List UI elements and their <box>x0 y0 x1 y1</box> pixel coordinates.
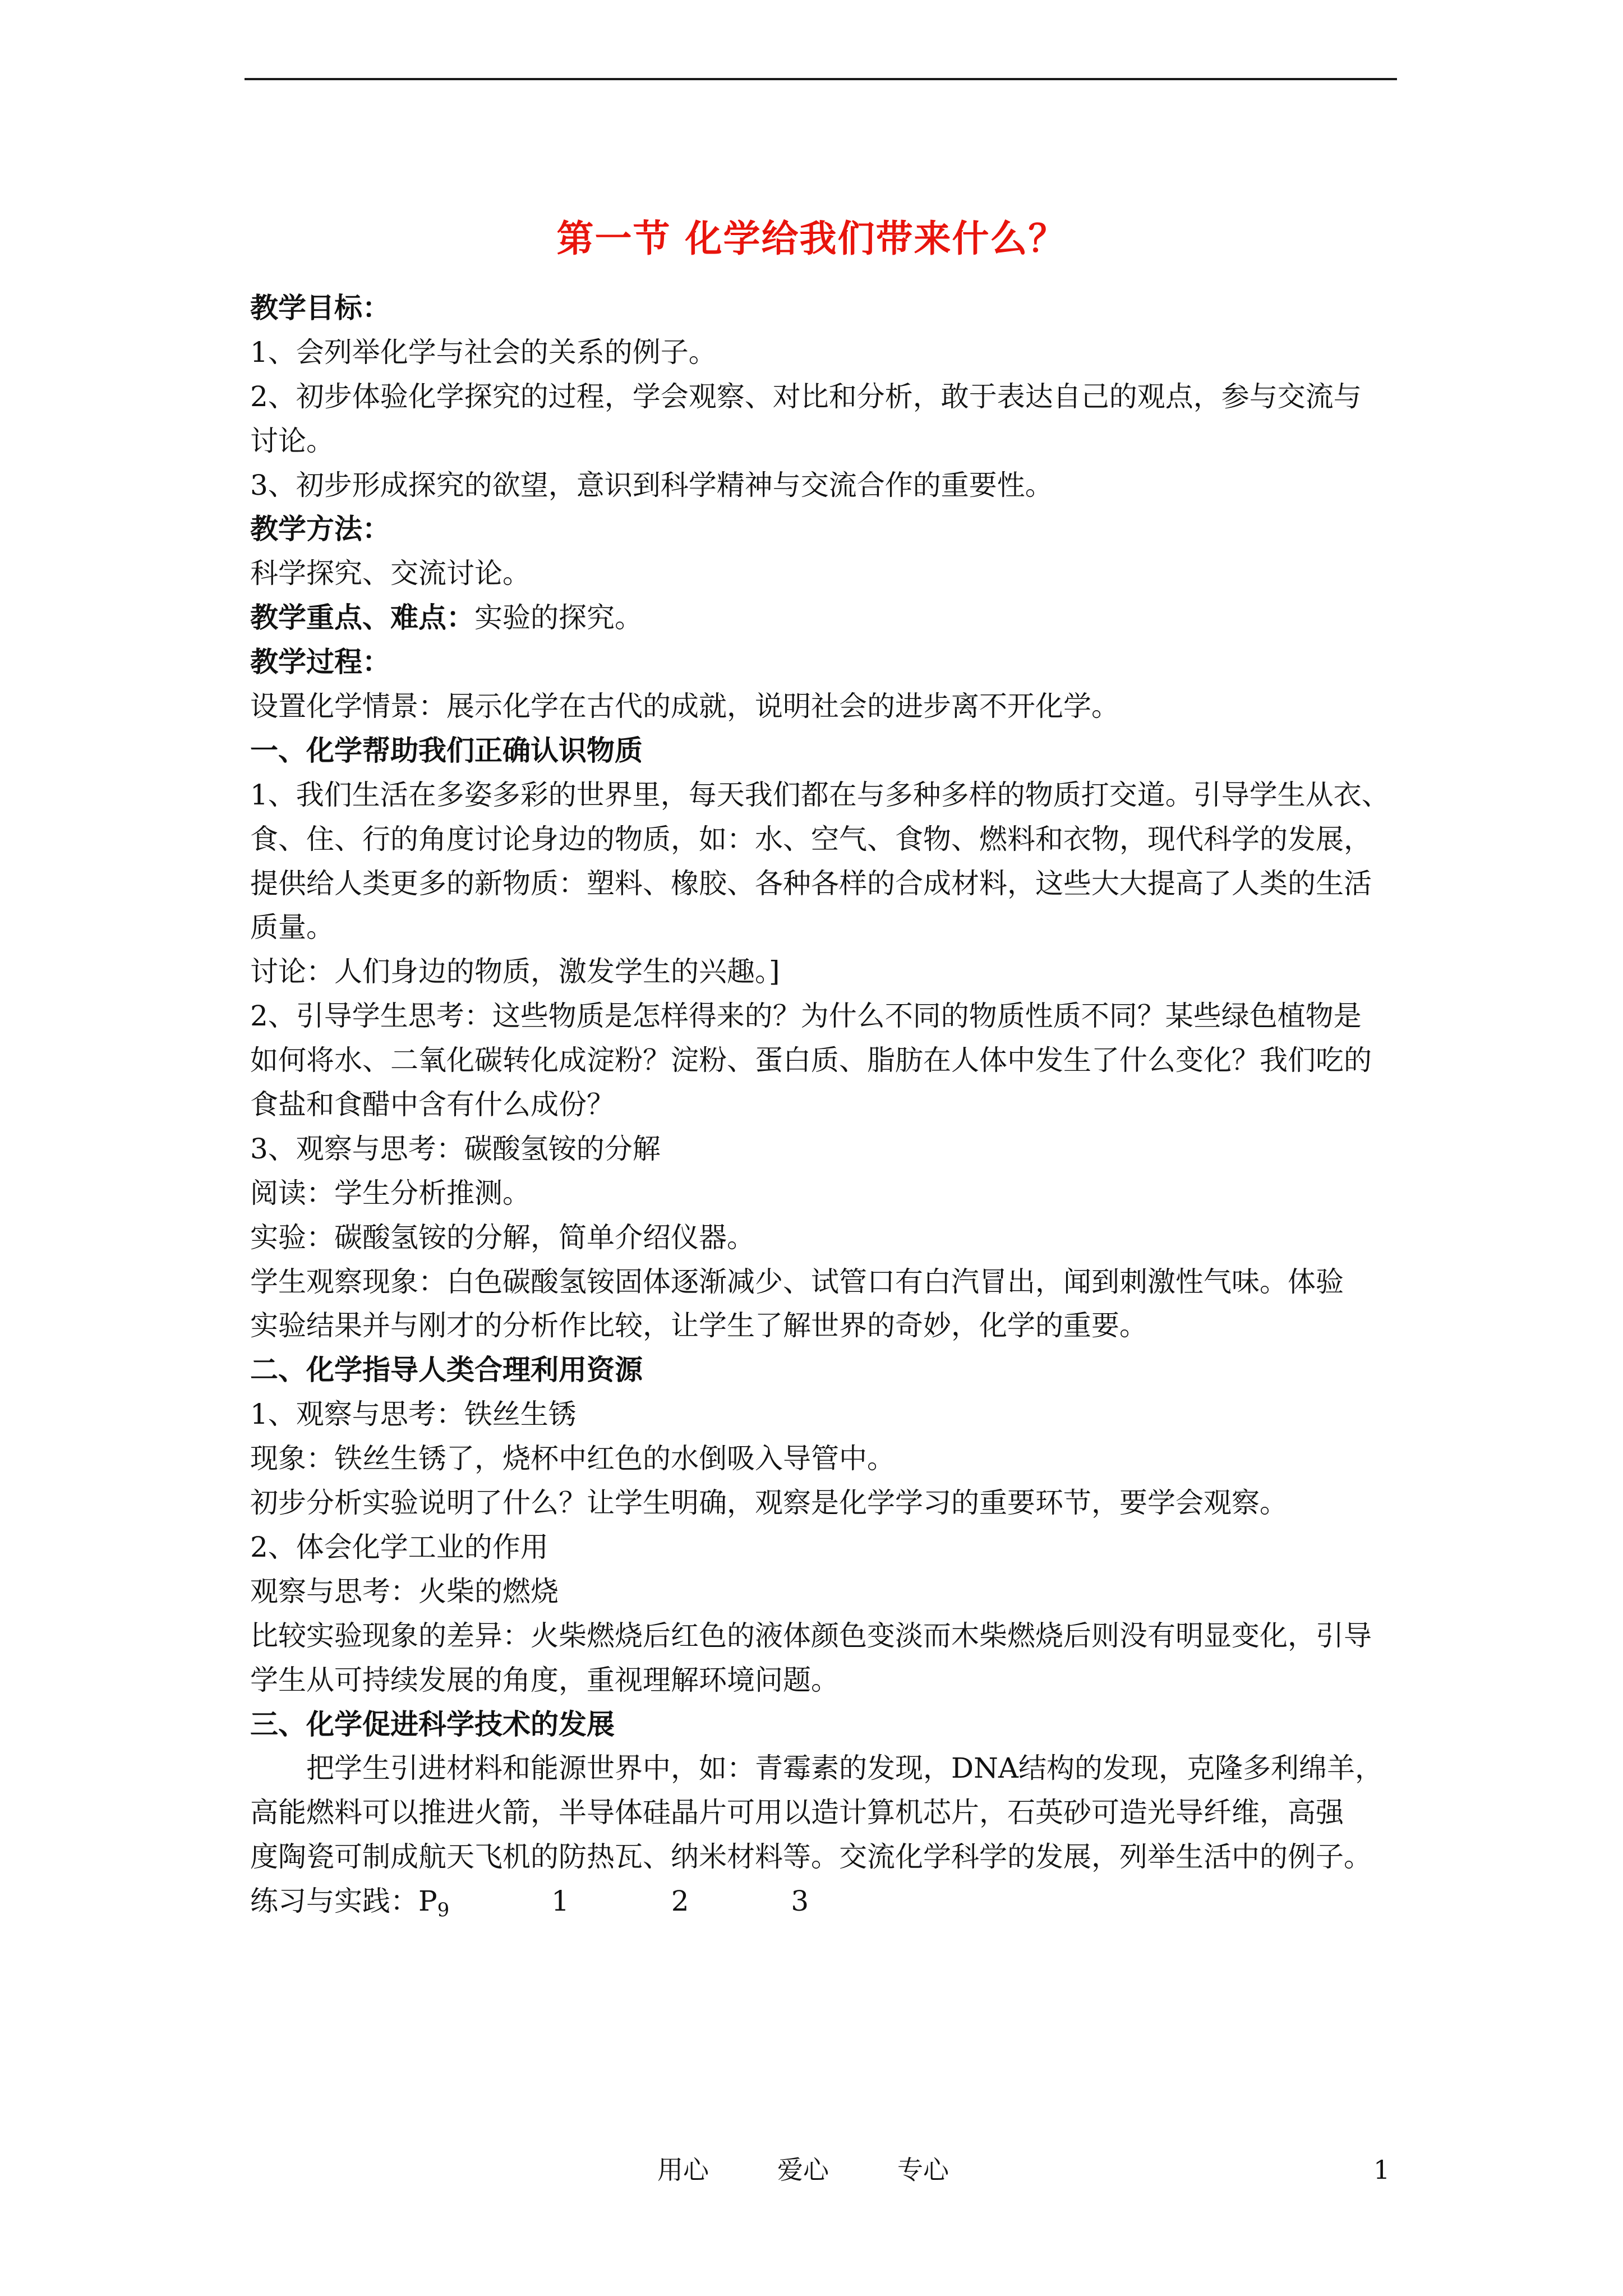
practice-line <box>250 1879 1391 1924</box>
text-lines <box>250 286 1391 1746</box>
text-line <box>250 1703 1391 1747</box>
text-line <box>250 729 1391 773</box>
text-line <box>250 1304 1391 1348</box>
text-line <box>250 507 1391 551</box>
line-text: 实验结果并与刚才的分析作比较，让学生了解世界的奇妙，化学的重要。 <box>250 1309 1147 1342</box>
page-title: 第一节 化学给我们带来什么？ <box>556 217 1067 260</box>
line-text: 1、我们生活在多姿多彩的世界里，每天我们都在与多种多样的物质打交道。引导学生从衣、 <box>250 778 1390 811</box>
paragraph-line <box>250 1746 1391 1791</box>
footer-word: 专心 <box>897 2155 949 2185</box>
text-line <box>250 684 1391 729</box>
line-text: 初步分析实验说明了什么？让学生明确，观察是化学学习的重要环节，要学会观察。 <box>250 1487 1288 1520</box>
paragraph-line <box>250 1791 1391 1835</box>
text-line <box>250 1437 1391 1481</box>
text-line <box>250 994 1391 1038</box>
text-line <box>250 1392 1391 1437</box>
text-line <box>250 286 1391 330</box>
practice-item: 3 <box>791 1885 809 1918</box>
line-text: 科学探究、交流讨论。 <box>250 557 531 590</box>
line-text: 2、引导学生思考：这些物质是怎样得来的？为什么不同的物质性质不同？某些绿色植物是 <box>250 1000 1362 1033</box>
line-text: 1、观察与思考：铁丝生锈 <box>250 1398 577 1431</box>
text-line <box>250 463 1391 508</box>
text-line <box>250 375 1391 419</box>
bold-heading: 教学方法： <box>250 513 390 546</box>
text-line <box>250 905 1391 950</box>
practice-item: 2 <box>671 1885 689 1918</box>
text-line <box>250 773 1391 817</box>
bold-heading: 一、化学帮助我们正确认识物质 <box>250 734 643 767</box>
text-line <box>250 551 1391 596</box>
line-text: 3、观察与思考：碳酸氢铵的分解 <box>250 1132 661 1165</box>
line-text: 食盐和食醋中含有什么成份？ <box>250 1088 615 1121</box>
line-text: 如何将水、二氧化碳转化成淀粉？淀粉、蛋白质、脂肪在人体中发生了什么变化？我们吃的 <box>250 1044 1372 1077</box>
text-line <box>250 1038 1391 1083</box>
line-text: 比较实验现象的差异：火柴燃烧后红色的液体颜色变淡而木柴燃烧后则没有明显变化，引导 <box>250 1619 1372 1652</box>
text-line <box>250 596 1391 640</box>
practice-item: 1 <box>551 1885 569 1918</box>
paragraph-line <box>250 1835 1391 1879</box>
bold-heading: 教学重点、难点： <box>250 601 474 634</box>
line-text: 设置化学情景：展示化学在古代的成就，说明社会的进步离不开化学。 <box>250 690 1119 723</box>
line-text: 提供给人类更多的新物质：塑料、橡胶、各种各样的合成材料，这些大大提高了人类的生活 <box>250 867 1372 900</box>
text-line <box>250 1171 1391 1216</box>
text-line <box>250 1658 1391 1703</box>
text-line <box>250 1525 1391 1570</box>
footer-word: 爱心 <box>777 2155 829 2185</box>
line-text: 2、体会化学工业的作用 <box>250 1530 548 1563</box>
practice-label: 练习与实践：P <box>250 1885 437 1918</box>
text-line <box>250 419 1391 463</box>
bold-heading: 教学过程： <box>250 646 390 679</box>
text-line <box>250 950 1391 994</box>
bold-heading: 教学目标： <box>250 292 390 324</box>
text-line <box>250 1216 1391 1260</box>
line-text: 现象：铁丝生锈了，烧杯中红色的水倒吸入导管中。 <box>250 1442 895 1475</box>
text-line <box>250 1127 1391 1171</box>
line-text: 观察与思考：火柴的燃烧 <box>250 1575 559 1608</box>
practice-subscript: 9 <box>437 1899 450 1922</box>
line-text: 讨论：人们身边的物质，激发学生的兴趣。] <box>250 955 780 988</box>
text-line <box>250 1570 1391 1614</box>
line-text: 2、初步体验化学探究的过程，学会观察、对比和分析，敢于表达自己的观点，参与交流与 <box>250 380 1362 413</box>
paragraph-text: 把学生引进材料和能源世界中，如：青霉素的发现，DNA结构的发现，克隆多利绵羊， <box>306 1752 1383 1785</box>
footer-motto <box>657 2153 949 2187</box>
text-line <box>250 1481 1391 1525</box>
text-line <box>250 862 1391 906</box>
text-line <box>250 330 1391 375</box>
document-body <box>250 286 1391 1924</box>
line-text: 1、会列举化学与社会的关系的例子。 <box>250 335 717 369</box>
footer-word: 用心 <box>657 2155 709 2185</box>
page-number: 1 <box>1373 2155 1390 2185</box>
line-text: 3、初步形成探究的欲望，意识到科学精神与交流合作的重要性。 <box>250 468 1053 501</box>
line-text: 阅读：学生分析推测。 <box>250 1176 531 1209</box>
text-line <box>250 1083 1391 1127</box>
paragraph-text: 高能燃料可以推进火箭，半导体硅晶片可用以造计算机芯片，石英砂可造光导纤维，高强 <box>250 1796 1344 1829</box>
line-text: 实验：碳酸氢铵的分解，简单介绍仪器。 <box>250 1221 755 1254</box>
header-rule <box>245 78 1397 80</box>
line-text: 学生从可持续发展的角度，重视理解环境问题。 <box>250 1663 839 1696</box>
line-text: 实验的探究。 <box>474 601 643 634</box>
bold-heading: 二、化学指导人类合理利用资源 <box>250 1354 643 1387</box>
text-line <box>250 1614 1391 1658</box>
line-text: 食、住、行的角度讨论身边的物质，如：水、空气、食物、燃料和衣物，现代科学的发展， <box>250 822 1372 855</box>
text-line <box>250 1348 1391 1392</box>
bold-heading: 三、化学促进科学技术的发展 <box>250 1708 615 1741</box>
text-line <box>250 817 1391 862</box>
text-line <box>250 640 1391 684</box>
paragraph-text: 度陶瓷可制成航天飞机的防热瓦、纳米材料等。交流化学科学的发展，列举生活中的例子。 <box>250 1841 1372 1874</box>
line-text: 讨论。 <box>250 424 334 457</box>
line-text: 质量。 <box>250 911 334 944</box>
line-text: 学生观察现象：白色碳酸氢铵固体逐渐减少、试管口有白汽冒出，闻到刺激性气味。体验 <box>250 1265 1344 1298</box>
text-line <box>250 1260 1391 1304</box>
